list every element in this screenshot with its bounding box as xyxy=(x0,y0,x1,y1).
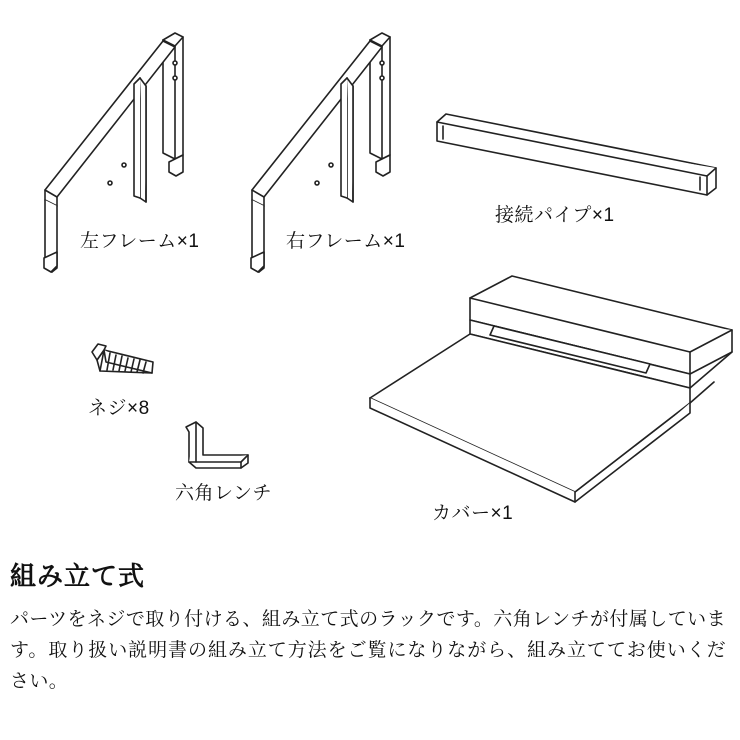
part-label-wrench: 六角レンチ xyxy=(175,483,273,504)
part-label-pipe: 接続パイプ×1 xyxy=(495,205,615,226)
connecting-pipe-illustration xyxy=(437,114,716,195)
part-label-cover: カバー×1 xyxy=(432,503,514,524)
cover-illustration xyxy=(370,276,732,502)
part-label-screw: ネジ×8 xyxy=(88,398,150,419)
part-label-left-frame: 左フレーム×1 xyxy=(80,231,200,252)
section-heading: 組み立て式 xyxy=(10,561,146,591)
section-body-text: パーツをネジで取り付ける、組み立て式のラックです。六角レンチが付属しています。取り扱い説明書の組み立て方法をご覧になりながら、組み立ててお使いください。 xyxy=(10,608,726,693)
screw-illustration xyxy=(92,344,153,373)
description-block xyxy=(0,560,740,698)
hex-wrench-illustration xyxy=(186,422,248,468)
part-label-right-frame: 右フレーム×1 xyxy=(286,231,406,252)
